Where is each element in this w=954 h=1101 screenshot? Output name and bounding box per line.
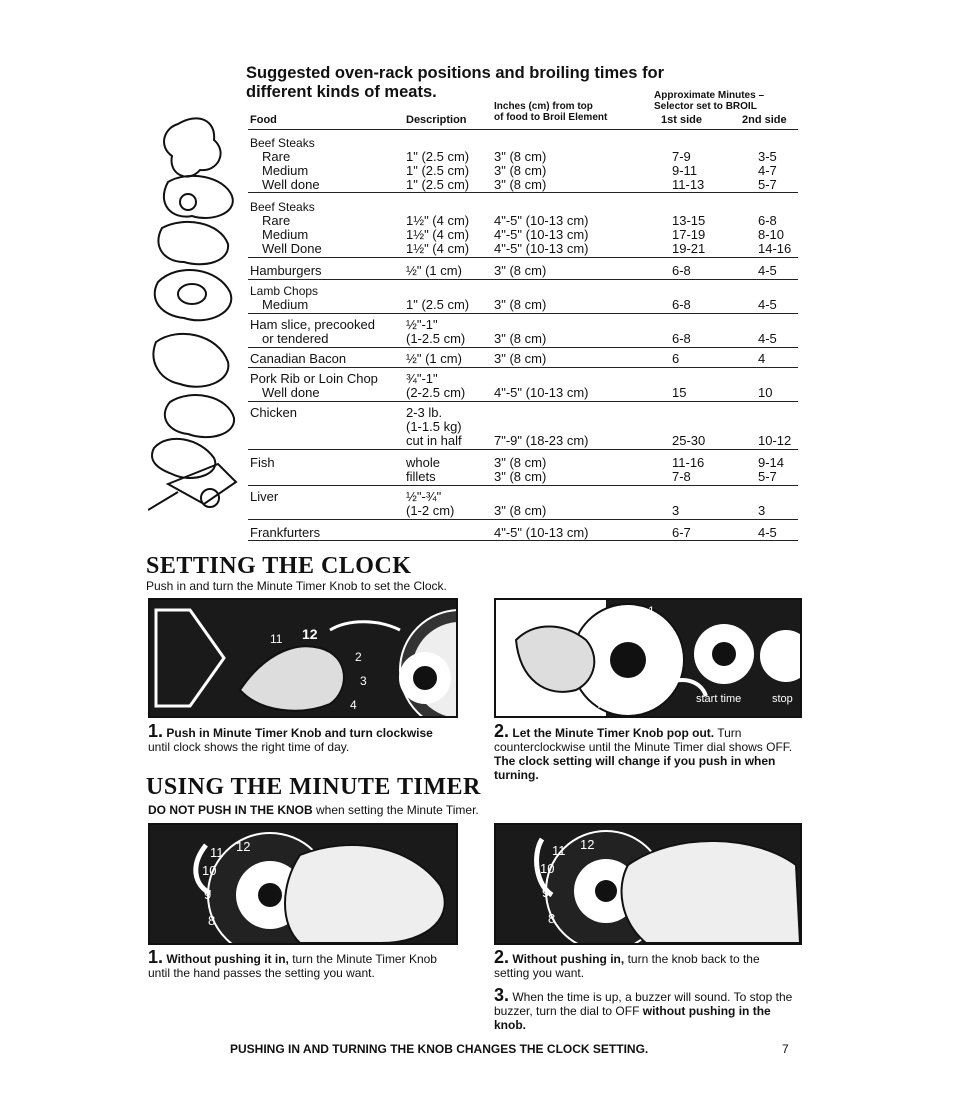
row-divider — [248, 485, 798, 486]
row-first: 13-15 — [672, 213, 706, 228]
row-food: Rare — [262, 213, 291, 228]
dial-label-7: 7 — [596, 696, 604, 711]
timer1-dial-11: 11 — [210, 845, 224, 860]
row-first: 25-30 — [672, 433, 706, 448]
timer-step2-illustration — [496, 825, 800, 943]
row-food: Chicken — [250, 405, 297, 420]
row-food: Rare — [262, 149, 291, 164]
clock-step1-text: until clock shows the right time of day. — [148, 740, 350, 754]
row-inch: 3" (8 cm) — [494, 177, 547, 192]
row-first: 17-19 — [672, 227, 706, 242]
row-second: 10-12 — [758, 433, 792, 448]
row-first: 6-8 — [672, 297, 691, 312]
row-second: 3 — [758, 503, 766, 518]
row-inch: 3" (8 cm) — [494, 149, 547, 164]
timer-step2-text: turn the knob back to the setting you want. — [494, 952, 760, 980]
footer-warning: PUSHING IN AND TURNING THE KNOB CHANGES THE CLOCK SETTING. — [230, 1042, 649, 1056]
dial-label-1: 1 — [648, 604, 655, 618]
row-desc: (1-2.5 cm) — [406, 331, 466, 346]
row-food: Beef Steaks — [250, 200, 315, 214]
row-second: 4-7 — [758, 163, 777, 178]
row-first: 3 — [672, 503, 680, 518]
dial-label-4: 4 — [350, 698, 357, 712]
inches-header — [494, 101, 607, 123]
row-desc: cut in half — [406, 433, 462, 448]
dial-label-6: 6 — [618, 702, 626, 717]
row-desc: fillets — [406, 469, 436, 484]
row-desc: whole — [406, 455, 440, 470]
row-food: Beef Steaks — [250, 136, 315, 150]
row-inch: 3" (8 cm) — [494, 455, 547, 470]
row-first: 6-8 — [672, 331, 691, 346]
row-first: 6-8 — [672, 263, 691, 278]
row-divider — [248, 449, 798, 450]
row-inch: 3" (8 cm) — [494, 297, 547, 312]
row-first: 15 — [672, 385, 687, 400]
timer-step1-image — [148, 823, 458, 945]
timer-step3 — [494, 985, 794, 1032]
row-food: Hamburgers — [250, 263, 322, 278]
row-second: 4-5 — [758, 331, 777, 346]
timer-step1 — [148, 947, 438, 980]
timer1-dial-9: 9 — [204, 887, 212, 902]
row-inch: 4"-5" (10-13 cm) — [494, 525, 589, 540]
approx-minutes-header — [654, 90, 764, 112]
timer-step1-illustration — [150, 825, 456, 943]
header-rule — [248, 129, 798, 130]
timer1-dial-12: 12 — [236, 839, 251, 854]
row-first: 6 — [672, 351, 680, 366]
row-food: Medium — [262, 297, 309, 312]
row-first: 7-8 — [672, 469, 691, 484]
row-divider — [248, 401, 798, 402]
clock-step1-illustration — [150, 600, 456, 716]
row-inch: 3" (8 cm) — [494, 503, 547, 518]
col-first-header: 1st side — [661, 114, 702, 126]
timer-step2-bold: Without pushing in, — [512, 952, 625, 966]
inches-header-line-2: of food to Broil Element — [494, 112, 608, 123]
col-food-header: Food — [250, 114, 277, 126]
row-food: Lamb Chops — [250, 284, 319, 298]
row-food: Medium — [262, 227, 309, 242]
timer-intro-text: when setting the Minute Timer. — [312, 803, 479, 817]
row-food: Ham slice, precooked — [250, 317, 375, 332]
timer-intro-bold: DO NOT PUSH IN THE KNOB — [148, 803, 313, 817]
row-divider — [248, 313, 798, 314]
dial-label-11: 11 — [270, 632, 283, 646]
row-first: 19-21 — [672, 241, 706, 256]
row-inch: 3" (8 cm) — [494, 469, 547, 484]
row-second: 3-5 — [758, 149, 777, 164]
row-second: 8-10 — [758, 227, 785, 242]
approx-header-line: Approximate Minutes – — [654, 90, 765, 101]
timer-step2-number: 2. — [494, 947, 510, 967]
row-inch: 3" (8 cm) — [494, 263, 547, 278]
row-second: 5-7 — [758, 177, 777, 192]
row-divider — [248, 279, 798, 280]
row-desc: 1" (2.5 cm) — [406, 149, 470, 164]
row-desc: ½" (1 cm) — [406, 263, 462, 278]
row-divider — [248, 347, 798, 348]
clock-step1 — [148, 721, 458, 754]
clock-step1-bold: Push in Minute Timer Knob and turn clockwise — [166, 726, 433, 740]
row-second: 4-5 — [758, 263, 777, 278]
row-first: 9-11 — [672, 163, 698, 178]
clock-step1-image — [148, 598, 458, 718]
row-divider — [248, 367, 798, 368]
row-second: 6-8 — [758, 213, 777, 228]
row-food: Frankfurters — [250, 525, 321, 540]
row-desc: ¾"-1" — [406, 371, 438, 386]
row-desc: 1½" (4 cm) — [406, 213, 470, 228]
col-desc-header: Description — [406, 114, 467, 126]
timer2-dial-12: 12 — [580, 837, 595, 852]
row-desc: ½"-1" — [406, 317, 438, 332]
row-second: 4 — [758, 351, 766, 366]
row-second: 4-5 — [758, 297, 777, 312]
timer-step2-image — [494, 823, 802, 945]
row-food: Canadian Bacon — [250, 351, 347, 366]
clock-step2-number: 2. — [494, 721, 510, 741]
col-second-header: 2nd side — [742, 114, 787, 126]
dial-label-2: 2 — [355, 650, 362, 664]
inches-header-line-1: Inches (cm) from top — [494, 101, 593, 112]
row-food: Fish — [250, 455, 275, 470]
page-number: 7 — [782, 1042, 789, 1056]
row-food: Liver — [250, 489, 279, 504]
clock-step2-text: Turn counterclockwise until the Minute Timer dial shows OFF. — [494, 726, 793, 754]
timer-step1-number: 1. — [148, 947, 164, 967]
row-food: Well Done — [262, 241, 322, 256]
row-food: Medium — [262, 163, 309, 178]
row-inch: 4"-5" (10-13 cm) — [494, 227, 589, 242]
row-food: Well done — [262, 177, 320, 192]
clock-step2 — [494, 721, 794, 782]
clock-step2-bold: Let the Minute Timer Knob pop out. — [512, 726, 715, 740]
row-first: 11-13 — [672, 177, 705, 192]
row-first: 6-7 — [672, 525, 691, 540]
clock-step2-image — [494, 598, 802, 718]
title-line-1: Suggested oven-rack positions and broiling times for — [246, 64, 665, 82]
row-desc: (2-2.5 cm) — [406, 385, 466, 400]
timer-step3-bold: without pushing in the knob. — [494, 1004, 771, 1032]
row-inch: 4"-5" (10-13 cm) — [494, 241, 589, 256]
timer2-dial-10: 10 — [540, 861, 555, 876]
row-desc: 1½" (4 cm) — [406, 241, 470, 256]
timer1-dial-8: 8 — [208, 913, 216, 928]
timer-heading: USING THE MINUTE TIMER — [146, 774, 481, 800]
row-food: or tendered — [262, 331, 329, 346]
clock-heading: SETTING THE CLOCK — [146, 553, 412, 579]
row-inch: 4"-5" (10-13 cm) — [494, 385, 589, 400]
timer-step2 — [494, 947, 794, 980]
timer-step1-bold: Without pushing it in, — [166, 952, 289, 966]
row-desc: 1" (2.5 cm) — [406, 177, 470, 192]
dial-label-5: 5 — [642, 696, 650, 711]
row-divider — [248, 540, 798, 541]
row-desc: 1" (2.5 cm) — [406, 297, 470, 312]
row-second: 9-14 — [758, 455, 785, 470]
clock-step1-number: 1. — [148, 721, 164, 741]
row-inch: 3" (8 cm) — [494, 331, 547, 346]
timer-step1-text: turn the Minute Timer Knob until the hand passes the setting you want. — [148, 952, 437, 980]
row-first: 11-16 — [672, 455, 705, 470]
row-divider — [248, 192, 798, 193]
stop-label: stop — [772, 693, 793, 705]
row-desc: ½" (1 cm) — [406, 351, 462, 366]
row-food: Pork Rib or Loin Chop — [250, 371, 378, 386]
row-divider — [248, 257, 798, 258]
row-second: 4-5 — [758, 525, 777, 540]
timer1-dial-10: 10 — [202, 863, 217, 878]
timer-step3-number: 3. — [494, 985, 510, 1005]
row-second: 5-7 — [758, 469, 777, 484]
row-second: 14-16 — [758, 241, 792, 256]
clock-intro: Push in and turn the Minute Timer Knob to set the Clock. — [146, 579, 447, 593]
row-food: Well done — [262, 385, 320, 400]
row-inch: 4"-5" (10-13 cm) — [494, 213, 589, 228]
row-inch: 7"-9" (18-23 cm) — [494, 433, 589, 448]
row-inch: 3" (8 cm) — [494, 163, 547, 178]
timer2-dial-8: 8 — [548, 911, 556, 926]
row-desc: 2-3 lb. — [406, 405, 443, 420]
row-desc: (1-2 cm) — [406, 503, 455, 518]
dial-label-3: 3 — [360, 674, 367, 688]
timer-step3-text: When the time is up, a buzzer will sound. To stop the buzzer, turn the dial to OFF — [494, 990, 793, 1018]
meats-illustration — [148, 112, 248, 522]
timer2-dial-11: 11 — [552, 843, 566, 858]
start-time-label: start time — [696, 693, 742, 705]
row-inch: 3" (8 cm) — [494, 351, 547, 366]
dial-label-12: 12 — [302, 626, 318, 642]
timer-intro — [148, 803, 479, 817]
row-second: 10 — [758, 385, 773, 400]
title-line-2: different kinds of meats. — [246, 83, 437, 101]
timer2-dial-9: 9 — [542, 885, 550, 900]
row-desc: 1" (2.5 cm) — [406, 163, 470, 178]
row-desc: 1½" (4 cm) — [406, 227, 470, 242]
selector-header-line: Selector set to BROIL — [654, 101, 757, 112]
row-desc: ½"-¾" — [406, 489, 442, 504]
row-divider — [248, 519, 798, 520]
row-desc: (1-1.5 kg) — [406, 419, 462, 434]
row-first: 7-9 — [672, 149, 691, 164]
clock-step2-bold2: The clock setting will change if you push in when turning. — [494, 754, 776, 782]
